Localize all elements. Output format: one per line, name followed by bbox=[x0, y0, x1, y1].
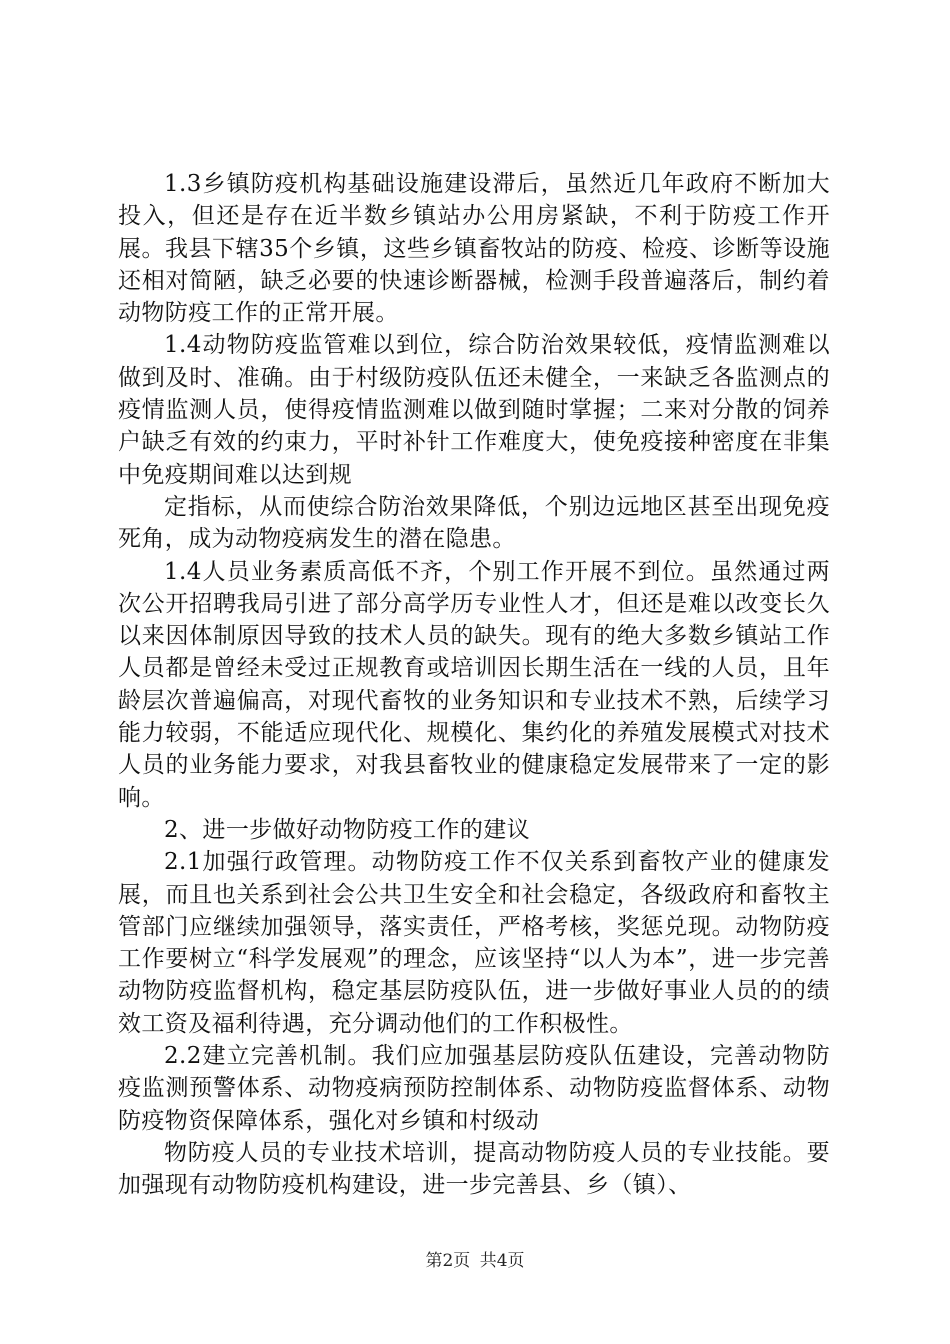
paragraph-1-3: 1.3乡镇防疫机构基础设施建设滞后，虽然近几年政府不断加大投入，但还是存在近半数乡镇站办公用房紧缺，不利于防疫工作开展。我县下辖35个乡镇，这些乡镇畜牧站的防疫、检疫、诊断等设施还相对简陋，缺乏必要的快速诊断器械，检测手段普遍落后，制约着动物防疫工作的正常开展。 bbox=[118, 171, 830, 327]
paragraph-1-4-monitoring: 1.4动物防疫监管难以到位，综合防治效果较低，疫情监测难以做到及时、准确。由于村级防疫队伍还未健全，一来缺乏各监测点的疫情监测人员，使得疫情监测难以做到随时掌握；二来对分散的饲养户缺乏有效的约束力，平时补针工作难度大，使免疫接种密度在非集中免疫期间难以达到规 bbox=[118, 332, 830, 488]
paragraph-1-4-continued: 定指标，从而使综合防治效果降低，个别边远地区甚至出现免疫死角，成为动物疫病发生的潜在隐患。 bbox=[118, 493, 830, 553]
paragraph-1-4-staff-quality: 1.4人员业务素质高低不齐，个别工作开展不到位。虽然通过两次公开招聘我局引进了部分高学历专业性人才，但还是难以改变长久以来因体制原因导致的技术人员的缺失。现有的绝大多数乡镇站工作人员都是曾经未受过正规教育或培训因长期生活在一线的人员，且年龄层次普遍偏高，对现代畜牧的业务知识和专业技术不熟，后续学习能力较弱，不能适应现代化、规模化、集约化的养殖发展模式对技术人员的业务能力要求，对我县畜牧业的健康稳定发展带来了一定的影响。 bbox=[118, 558, 830, 811]
section-heading-2: 2、进一步做好动物防疫工作的建议 bbox=[164, 816, 531, 843]
paragraph-2-2: 2.2建立完善机制。我们应加强基层防疫队伍建设，完善动物防疫监测预警体系、动物疫病预防控制体系、动物防疫监督体系、动物防疫物资保障体系，强化对乡镇和村级动 bbox=[118, 1043, 830, 1134]
document-body bbox=[118, 168, 830, 1202]
paragraph-2-2-continued: 物防疫人员的专业技术培训，提高动物防疫人员的专业技能。要加强现有动物防疫机构建设，进一步完善县、乡（镇）、 bbox=[118, 1139, 830, 1199]
page-total: 共4页 bbox=[479, 1251, 525, 1271]
page-footer bbox=[0, 1246, 950, 1271]
paragraph-2-1: 2.1加强行政管理。动物防疫工作不仅关系到畜牧产业的健康发展，而且也关系到社会公共卫生安全和社会稳定，各级政府和畜牧主管部门应继续加强领导，落实责任，严格考核，奖惩兑现。动物防疫工作要树立“科学发展观”的理念，应该坚持“以人为本”，进一步完善动物防疫监督机构，稳定基层防疫队伍，进一步做好事业人员的的绩效工资及福利待遇，充分调动他们的工作积极性。 bbox=[118, 849, 830, 1037]
page-number: 第2页 bbox=[425, 1251, 471, 1271]
